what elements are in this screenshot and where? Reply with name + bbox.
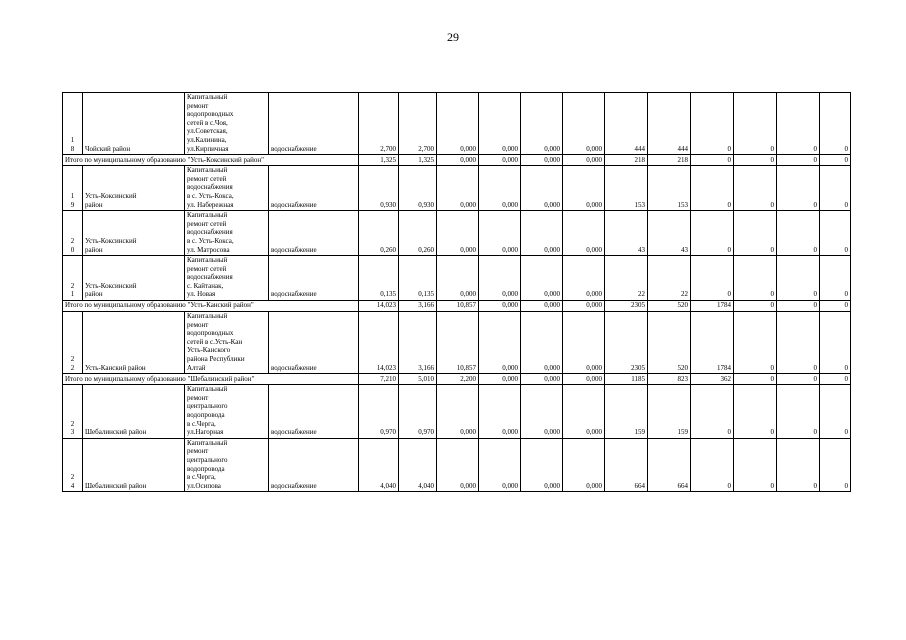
description-cell: Капитальный ремонт центрального водопровода в с.Черга, ул.Нагорная xyxy=(185,385,269,439)
total-label-cell: Итого по муниципальному образованию "Усть-Коксинский район" xyxy=(63,155,359,166)
value-cell: 0 xyxy=(734,374,777,385)
value-cell: 218 xyxy=(648,155,691,166)
value-cell: 444 xyxy=(605,93,648,155)
value-cell: 0 xyxy=(691,166,734,211)
total-label-cell: Итого по муниципальному образованию "Усть-Канский район" xyxy=(63,301,359,312)
value-cell: 0 xyxy=(820,166,851,211)
value-cell: 2305 xyxy=(605,301,648,312)
value-cell: 0,000 xyxy=(521,211,563,256)
kind-cell: водоснабжение xyxy=(269,211,359,256)
value-cell: 1,325 xyxy=(399,155,437,166)
value-cell: 664 xyxy=(648,438,691,492)
value-cell: 0,000 xyxy=(479,301,521,312)
table-row xyxy=(63,312,851,374)
value-cell: 0,000 xyxy=(563,166,605,211)
value-cell: 823 xyxy=(648,374,691,385)
value-cell: 0,000 xyxy=(437,438,479,492)
value-cell: 14,023 xyxy=(359,312,399,374)
value-cell: 1784 xyxy=(691,312,734,374)
description-cell: Капитальный ремонт сетей водоснабжения в с. Усть-Кокса, ул. Набережная xyxy=(185,166,269,211)
value-cell: 444 xyxy=(648,93,691,155)
value-cell: 0 xyxy=(777,93,820,155)
row-index-cell: 2 1 xyxy=(63,256,83,301)
value-cell: 0 xyxy=(734,93,777,155)
total-row xyxy=(63,374,851,385)
value-cell: 0,000 xyxy=(479,374,521,385)
value-cell: 0 xyxy=(691,438,734,492)
value-cell: 2,200 xyxy=(437,374,479,385)
value-cell: 5,010 xyxy=(399,374,437,385)
value-cell: 0,000 xyxy=(437,155,479,166)
value-cell: 0 xyxy=(820,438,851,492)
table-row xyxy=(63,166,851,211)
district-cell: Шебалинский район xyxy=(83,385,185,439)
value-cell: 43 xyxy=(605,211,648,256)
value-cell: 4,040 xyxy=(359,438,399,492)
value-cell: 159 xyxy=(648,385,691,439)
value-cell: 0 xyxy=(734,438,777,492)
value-cell: 0,000 xyxy=(563,211,605,256)
value-cell: 0 xyxy=(777,438,820,492)
value-cell: 0,930 xyxy=(399,166,437,211)
value-cell: 0,000 xyxy=(521,166,563,211)
value-cell: 0,260 xyxy=(399,211,437,256)
value-cell: 0,000 xyxy=(563,385,605,439)
kind-cell: водоснабжение xyxy=(269,256,359,301)
value-cell: 153 xyxy=(605,166,648,211)
district-cell: Усть-Коксинский район xyxy=(83,256,185,301)
value-cell: 0 xyxy=(777,166,820,211)
page-number: 29 xyxy=(447,30,459,44)
value-cell: 0 xyxy=(820,93,851,155)
value-cell: 0,135 xyxy=(359,256,399,301)
value-cell: 0,000 xyxy=(479,211,521,256)
kind-cell: водоснабжение xyxy=(269,438,359,492)
value-cell: 0 xyxy=(734,211,777,256)
table-row xyxy=(63,256,851,301)
value-cell: 520 xyxy=(648,301,691,312)
value-cell: 0 xyxy=(734,256,777,301)
value-cell: 0 xyxy=(820,312,851,374)
value-cell: 0 xyxy=(777,211,820,256)
value-cell: 664 xyxy=(605,438,648,492)
kind-cell: водоснабжение xyxy=(269,166,359,211)
value-cell: 0 xyxy=(691,155,734,166)
value-cell: 0 xyxy=(691,211,734,256)
value-cell: 0 xyxy=(777,385,820,439)
value-cell: 0,000 xyxy=(521,256,563,301)
value-cell: 0,000 xyxy=(521,93,563,155)
value-cell: 10,857 xyxy=(437,301,479,312)
value-cell: 0,135 xyxy=(399,256,437,301)
value-cell: 0,970 xyxy=(359,385,399,439)
value-cell: 1,325 xyxy=(359,155,399,166)
row-index-cell: 2 0 xyxy=(63,211,83,256)
value-cell: 0 xyxy=(820,374,851,385)
value-cell: 0,970 xyxy=(399,385,437,439)
value-cell: 0 xyxy=(691,385,734,439)
description-cell: Капитальный ремонт сетей водоснабжения в с. Усть-Кокса, ул. Матросова xyxy=(185,211,269,256)
value-cell: 1185 xyxy=(605,374,648,385)
value-cell: 0,000 xyxy=(563,438,605,492)
value-cell: 0 xyxy=(734,301,777,312)
value-cell: 0,930 xyxy=(359,166,399,211)
value-cell: 0 xyxy=(777,301,820,312)
value-cell: 0,000 xyxy=(521,301,563,312)
value-cell: 2,700 xyxy=(359,93,399,155)
value-cell: 153 xyxy=(648,166,691,211)
value-cell: 0 xyxy=(691,256,734,301)
value-cell: 0,000 xyxy=(437,256,479,301)
value-cell: 0,000 xyxy=(479,256,521,301)
table-body xyxy=(63,93,851,492)
funding-table xyxy=(62,92,851,492)
row-index-cell: 2 3 xyxy=(63,385,83,439)
description-cell: Капитальный ремонт центрального водопровода в с.Черга, ул.Осипова xyxy=(185,438,269,492)
value-cell: 0,000 xyxy=(521,155,563,166)
value-cell: 4,040 xyxy=(399,438,437,492)
row-index-cell: 1 9 xyxy=(63,166,83,211)
value-cell: 0,000 xyxy=(479,312,521,374)
value-cell: 3,166 xyxy=(399,301,437,312)
table-row xyxy=(63,438,851,492)
value-cell: 0 xyxy=(734,385,777,439)
value-cell: 362 xyxy=(691,374,734,385)
table-row xyxy=(63,211,851,256)
value-cell: 0 xyxy=(734,312,777,374)
value-cell: 159 xyxy=(605,385,648,439)
value-cell: 0,000 xyxy=(521,385,563,439)
value-cell: 0,000 xyxy=(437,211,479,256)
value-cell: 0 xyxy=(734,166,777,211)
district-cell: Чойский район xyxy=(83,93,185,155)
total-row xyxy=(63,155,851,166)
value-cell: 1784 xyxy=(691,301,734,312)
row-index-cell: 1 8 xyxy=(63,93,83,155)
description-cell: Капитальный ремонт сетей водоснабжения с. Кайтанак, ул. Новая xyxy=(185,256,269,301)
value-cell: 0,000 xyxy=(521,374,563,385)
value-cell: 0,000 xyxy=(479,438,521,492)
value-cell: 22 xyxy=(648,256,691,301)
district-cell: Усть-Коксинский район xyxy=(83,166,185,211)
value-cell: 0 xyxy=(691,93,734,155)
kind-cell: водоснабжение xyxy=(269,93,359,155)
value-cell: 2,700 xyxy=(399,93,437,155)
value-cell: 0,000 xyxy=(563,374,605,385)
value-cell: 0 xyxy=(820,301,851,312)
value-cell: 0,000 xyxy=(521,312,563,374)
district-cell: Шебалинский район xyxy=(83,438,185,492)
value-cell: 0 xyxy=(777,256,820,301)
value-cell: 0,000 xyxy=(437,93,479,155)
value-cell: 0 xyxy=(820,155,851,166)
row-index-cell: 2 2 xyxy=(63,312,83,374)
description-cell: Капитальный ремонт водопроводных сетей в с.Чоя, ул.Советская, ул.Калинина, ул.Кирпичная xyxy=(185,93,269,155)
value-cell: 0 xyxy=(820,211,851,256)
table-row xyxy=(63,93,851,155)
value-cell: 0,000 xyxy=(521,438,563,492)
value-cell: 3,166 xyxy=(399,312,437,374)
value-cell: 0 xyxy=(734,155,777,166)
value-cell: 0,260 xyxy=(359,211,399,256)
value-cell: 22 xyxy=(605,256,648,301)
value-cell: 0,000 xyxy=(563,256,605,301)
total-label-cell: Итого по муниципальному образованию "Шебалинский район" xyxy=(63,374,359,385)
district-cell: Усть-Канский район xyxy=(83,312,185,374)
value-cell: 10,857 xyxy=(437,312,479,374)
value-cell: 0,000 xyxy=(563,155,605,166)
total-row xyxy=(63,301,851,312)
value-cell: 0 xyxy=(777,155,820,166)
value-cell: 218 xyxy=(605,155,648,166)
kind-cell: водоснабжение xyxy=(269,312,359,374)
value-cell: 0 xyxy=(820,385,851,439)
district-cell: Усть-Коксинский район xyxy=(83,211,185,256)
value-cell: 2305 xyxy=(605,312,648,374)
value-cell: 520 xyxy=(648,312,691,374)
value-cell: 14,023 xyxy=(359,301,399,312)
kind-cell: водоснабжение xyxy=(269,385,359,439)
value-cell: 43 xyxy=(648,211,691,256)
value-cell: 0,000 xyxy=(479,155,521,166)
value-cell: 0,000 xyxy=(437,166,479,211)
value-cell: 7,210 xyxy=(359,374,399,385)
row-index-cell: 2 4 xyxy=(63,438,83,492)
value-cell: 0 xyxy=(820,256,851,301)
value-cell: 0 xyxy=(777,374,820,385)
value-cell: 0,000 xyxy=(479,385,521,439)
value-cell: 0,000 xyxy=(479,166,521,211)
description-cell: Капитальный ремонт водопроводных сетей в с.Усть-Кан Усть-Канского района Республики Алтай xyxy=(185,312,269,374)
value-cell: 0,000 xyxy=(437,385,479,439)
value-cell: 0,000 xyxy=(563,93,605,155)
value-cell: 0,000 xyxy=(479,93,521,155)
value-cell: 0,000 xyxy=(563,301,605,312)
value-cell: 0 xyxy=(777,312,820,374)
value-cell: 0,000 xyxy=(563,312,605,374)
table-row xyxy=(63,385,851,439)
